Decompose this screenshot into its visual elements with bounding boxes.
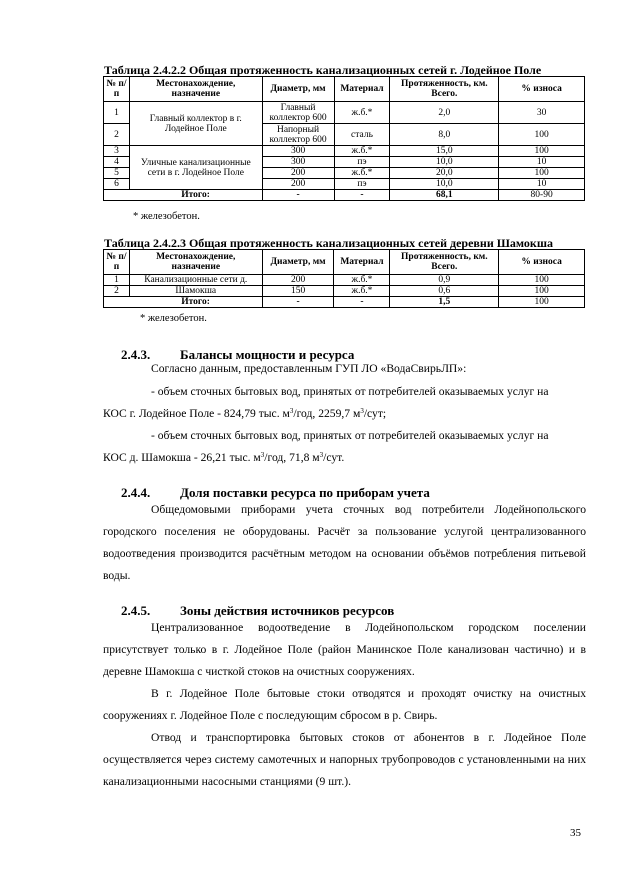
cell-location: Канализационные сети д. xyxy=(129,275,262,286)
cell-diameter: - xyxy=(262,297,334,308)
col-header-location: Местонахождение, назначение xyxy=(129,250,262,275)
col-header-material: Материал xyxy=(334,250,390,275)
cell-wear: 30 xyxy=(499,102,585,124)
s245-paragraph-3: Отвод и транспортировка бытовых стоков от абонентов в г. Лодейное Поле осуществляется через систему самотечных и напорных трубопроводов с установленными на них канализационными насосными станциями (9 шт.). xyxy=(103,731,586,788)
cell-material: - xyxy=(334,297,390,308)
cell-length: 20,0 xyxy=(390,168,499,179)
col-header-material: Материал xyxy=(334,77,390,102)
table-total-row xyxy=(104,297,585,308)
cell-material: ж.б.* xyxy=(334,286,390,297)
s243-line-3: КОС г. Лодейное Поле - 824,79 тыс. $м^3$/год, 2259,7 $м^3$/сут; xyxy=(103,407,387,420)
cell-length: 68,1 xyxy=(390,190,499,201)
section-245-title: Зоны действия источников ресурсов xyxy=(180,603,395,618)
cell-wear: 100 xyxy=(499,275,585,286)
section-245-number: 2.4.5. xyxy=(121,603,151,618)
cell-no: 5 xyxy=(104,168,130,179)
table-total-row xyxy=(104,190,585,201)
cell-material: - xyxy=(334,190,390,201)
table1-footnote: * железобетон. xyxy=(133,211,200,222)
s245-paragraph-2: В г. Лодейное Поле бытовые стоки отводятся и проходят очистку на очистных сооружениях г. Лодейное Поле с последующим сбросом в р. Свирь. xyxy=(103,687,586,722)
cell-diameter: Главный коллектор 600 xyxy=(262,102,334,124)
table2 xyxy=(103,249,585,308)
cell-material: пэ xyxy=(334,179,390,190)
s244-paragraph: Общедомовыми приборами учета сточных вод потребители Лодейнопольского городского поселения не оборудованы. Расчёт за пользование услугой централизованного водоотведения производится расчётным методом на основании объёмов потребления питьевой воды. xyxy=(103,503,586,582)
cell-diameter: Напорный коллектор 600 xyxy=(262,124,334,146)
table-row xyxy=(104,146,585,157)
cell-material: ж.б.* xyxy=(334,168,390,179)
cell-diameter: 150 xyxy=(262,286,334,297)
section-244-title: Доля поставки ресурса по приборам учета xyxy=(180,485,430,500)
cell-no: 2 xyxy=(104,124,130,146)
table-row xyxy=(104,286,585,297)
total-label: Итого: xyxy=(129,190,262,201)
cell-length: 0,9 xyxy=(390,275,499,286)
s245-paragraph-1: Централизованное водоотведение в Лодейнопольском городском поселении присутствует только в г. Лодейное Поле (район Манинское Поле канализован частично) и в деревне Шамокша с чисткой стоков на очистных сооружениях. xyxy=(103,621,586,678)
cell-material: ж.б.* xyxy=(334,102,390,124)
cell-wear: 100 xyxy=(499,146,585,157)
table1-caption: Таблица 2.4.2.2 Общая протяженность канализационных сетей г. Лодейное Поле xyxy=(104,63,542,77)
col-header-length: Протяженность, км. Всего. xyxy=(390,77,499,102)
section-244-number: 2.4.4. xyxy=(121,485,151,500)
page-number: 35 xyxy=(570,827,581,839)
cell-wear: 10 xyxy=(499,157,585,168)
cell-length: 10,0 xyxy=(390,179,499,190)
table-row xyxy=(104,275,585,286)
cell-diameter: 200 xyxy=(262,168,334,179)
section-243-number: 2.4.3. xyxy=(121,347,151,362)
cell-material: пэ xyxy=(334,157,390,168)
col-header-wear: % износа xyxy=(499,250,585,275)
cell-location: Главный коллектор в г. Лодейное Поле xyxy=(129,102,262,146)
cell-length: 0,6 xyxy=(390,286,499,297)
col-header-no: № п/п xyxy=(104,77,130,102)
cell-length: 8,0 xyxy=(390,124,499,146)
cell-wear: 80-90 xyxy=(499,190,585,201)
cell-length: 15,0 xyxy=(390,146,499,157)
cell-location: Шамокша xyxy=(129,286,262,297)
s243-line-1: Согласно данным, предоставленным ГУП ЛО «ВодаСвирьЛП»: xyxy=(151,362,467,375)
table2-footnote: * железобетон. xyxy=(140,313,207,324)
cell-length: 1,5 xyxy=(390,297,499,308)
cell-wear: 100 xyxy=(499,297,585,308)
table-row xyxy=(104,102,585,124)
cell-wear: 10 xyxy=(499,179,585,190)
s243-line-2: - объем сточных бытовых вод, принятых от потребителей оказываемых услуг на xyxy=(151,385,549,398)
table1 xyxy=(103,76,585,201)
col-header-diameter: Диаметр, мм xyxy=(262,250,334,275)
col-header-length: Протяженность, км. Всего. xyxy=(390,250,499,275)
cell-no: 2 xyxy=(104,286,130,297)
table1-header-row xyxy=(104,77,585,102)
table2-caption: Таблица 2.4.2.3 Общая протяженность канализационных сетей деревни Шамокша xyxy=(104,236,553,250)
cell-wear: 100 xyxy=(499,286,585,297)
cell-no: 1 xyxy=(104,275,130,286)
s243-line-4: - объем сточных бытовых вод, принятых от потребителей оказываемых услуг на xyxy=(151,429,549,442)
cell-no: 6 xyxy=(104,179,130,190)
cell-diameter: 200 xyxy=(262,179,334,190)
cell-diameter: 200 xyxy=(262,275,334,286)
cell-no: 3 xyxy=(104,146,130,157)
section-243-title: Балансы мощности и ресурса xyxy=(180,347,355,362)
cell-length: 10,0 xyxy=(390,157,499,168)
cell-material: сталь xyxy=(334,124,390,146)
cell-material: ж.б.* xyxy=(334,275,390,286)
cell-wear: 100 xyxy=(499,168,585,179)
cell-location: Уличные канализационные сети в г. Лодейное Поле xyxy=(129,146,262,190)
cell-material: ж.б.* xyxy=(334,146,390,157)
col-header-location: Местонахождение, назначение xyxy=(129,77,262,102)
col-header-diameter: Диаметр, мм xyxy=(262,77,334,102)
total-label: Итого: xyxy=(129,297,262,308)
cell-diameter: 300 xyxy=(262,146,334,157)
cell-diameter: 300 xyxy=(262,157,334,168)
cell-no: 1 xyxy=(104,102,130,124)
cell-no: 4 xyxy=(104,157,130,168)
table2-header-row xyxy=(104,250,585,275)
cell-diameter: - xyxy=(262,190,334,201)
cell-length: 2,0 xyxy=(390,102,499,124)
s243-line-5: КОС д. Шамокша - 26,21 тыс. $м^3$/год, 71,8 $м^3$/сут. xyxy=(103,451,345,464)
col-header-wear: % износа xyxy=(499,77,585,102)
cell-wear: 100 xyxy=(499,124,585,146)
col-header-no: № п/п xyxy=(104,250,130,275)
